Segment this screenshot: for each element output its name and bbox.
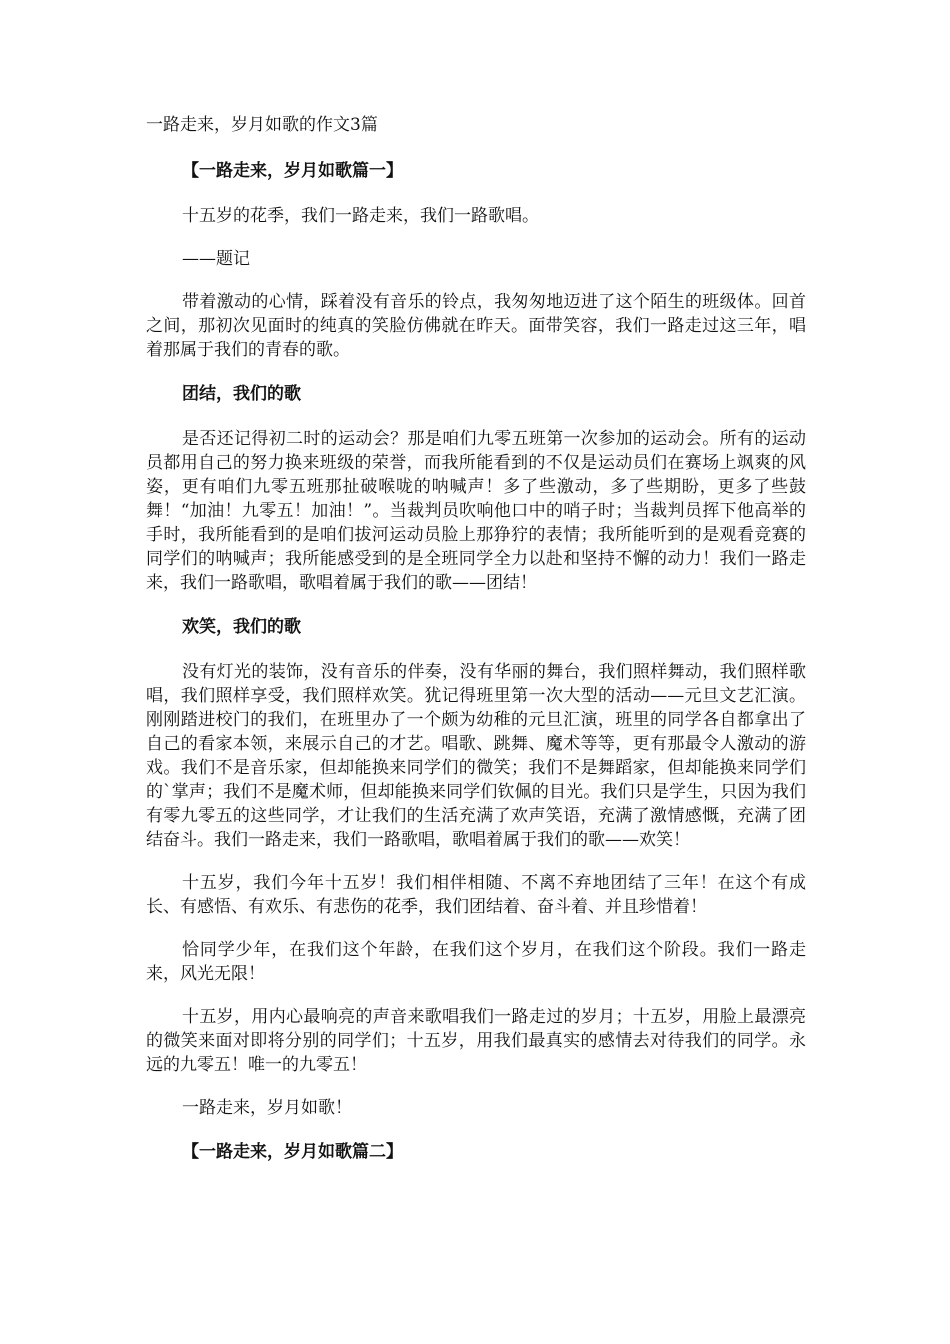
paragraph-sports-meet: 是否还记得初二时的运动会？那是咱们九零五班第一次参加的运动会。所有的运动员都用自己的努力换来班级的荣誉，而我所能看到的不仅是运动员们在赛场上飒爽的风姿，更有咱们九零五班那扯破喉咙的呐喊声！多了些激动，多了些期盼，更多了些鼓舞！“加油！九零五！加油！”。当裁判员吹响他口中的哨子时；当裁判员挥下他高举的手时，我所能看到的是咱们拔河运动员脸上那狰狞的表情；我所能听到的是观看竞赛的同学们的呐喊声；我所能感受到的是全班同学全力以赴和坚持不懈的动力！我们一路走来，我们一路歌唱，歌唱着属于我们的歌——团结！ xyxy=(146,429,806,593)
paragraph-intro-line: 十五岁的花季，我们一路走来，我们一路歌唱。 xyxy=(182,206,539,226)
paragraph-opening: 带着激动的心情，踩着没有音乐的铃点，我匆匆地迈进了这个陌生的班级体。回首之间，那初次见面时的纯真的笑脸仿佛就在昨天。面带笑容，我们一路走过这三年，唱着那属于我们的青春的歌。 xyxy=(146,292,806,360)
paragraph-new-year-show: 没有灯光的装饰，没有音乐的伴奏，没有华丽的舞台，我们照样舞动，我们照样歌唱，我们照样享受，我们照样欢笑。犹记得班里第一次大型的活动——元旦文艺汇演。刚刚踏进校门的我们，在班里办了一个颇为幼稚的元旦汇演，班里的同学各自都拿出了自己的看家本领，来展示自己的才艺。唱歌、跳舞、魔术等等，更有那最令人激动的游戏。我们不是音乐家，但却能换来同学们的微笑；我们不是舞蹈家，但却能换来同学们的`掌声；我们不是魔术师，但却能换来同学们钦佩的目光。我们只是学生，只因为我们有零九零五的这些同学，才让我们的生活充满了欢声笑语，充满了激情感慨，充满了团结奋斗。我们一路走来，我们一路歌唱，歌唱着属于我们的歌——欢笑！ xyxy=(146,662,806,850)
document-title: 一路走来，岁月如歌的作文3篇 xyxy=(146,115,378,135)
paragraph-farewell: 十五岁，用内心最响亮的声音来歌唱我们一路走过的岁月；十五岁，用脸上最漂亮的微笑来面对即将分别的同学们；十五岁，用我们最真实的感情去对待我们的同学。永远的九零五！唯一的九零五！ xyxy=(146,1007,806,1075)
paragraph-closing: 一路走来，岁月如歌！ xyxy=(182,1098,352,1118)
section-heading-part-one: 【一路走来，岁月如歌篇一】 xyxy=(182,161,403,181)
section-heading-part-two: 【一路走来，岁月如歌篇二】 xyxy=(182,1142,403,1162)
document-page xyxy=(146,112,806,1185)
section-heading-laughter: 欢笑，我们的歌 xyxy=(182,617,301,637)
section-heading-unity: 团结，我们的歌 xyxy=(182,384,301,404)
paragraph-epigraph: ——题记 xyxy=(182,249,250,269)
paragraph-youth: 恰同学少年，在我们这个年龄，在我们这个岁月，在我们这个阶段。我们一路走来，风光无限！ xyxy=(146,940,806,984)
paragraph-fifteen: 十五岁，我们今年十五岁！我们相伴相随、不离不弃地团结了三年！在这个有成长、有感悟、有欢乐、有悲伤的花季，我们团结着、奋斗着、并且珍惜着！ xyxy=(146,873,806,917)
